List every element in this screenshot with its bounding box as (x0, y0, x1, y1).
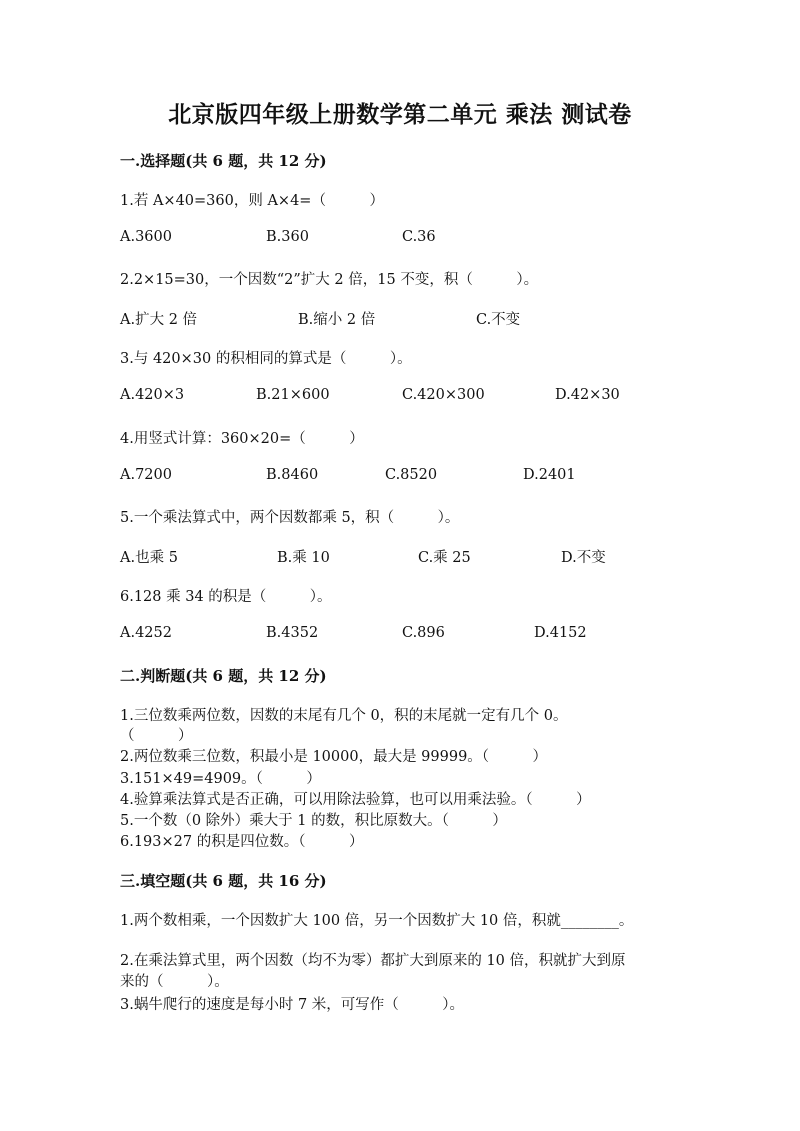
judgment-line: 2.两位数乘三位数，积最小是 10000，最大是 99999。（ ） (120, 749, 548, 765)
question-text: 2.2×15=30，一个因数“2”扩大 2 倍，15 不变，积（ ）。 (120, 272, 539, 288)
option-a: A.扩大 2 倍 (120, 312, 198, 328)
option-b: B.乘 10 (277, 550, 330, 566)
option-a: A.3600 (120, 229, 172, 245)
judgment-line: 5.一个数（0 除外）乘大于 1 的数，积比原数大。（ ） (120, 813, 507, 829)
option-c: C.8520 (385, 467, 438, 483)
option-d: D.4152 (534, 625, 587, 641)
option-b: B.4352 (266, 625, 319, 641)
option-b: B.8460 (266, 467, 319, 483)
question-text: 1.若 A×40=360，则 A×4=（ ） (120, 193, 384, 209)
option-b: B.360 (266, 229, 309, 245)
question-text: 5.一个乘法算式中，两个因数都乘 5，积（ ）。 (120, 510, 460, 526)
option-a: A.7200 (120, 467, 172, 483)
fill-line: 来的（ ）。 (120, 974, 229, 990)
option-d: D.不变 (561, 550, 606, 566)
fill-line: 3.蜗牛爬行的速度是每小时 7 米，可写作（ ）。 (120, 997, 465, 1013)
fill-line: 2.在乘法算式里，两个因数（均不为零）都扩大到原来的 10 倍，积就扩大到原 (120, 953, 626, 969)
option-d: D.42×30 (555, 387, 620, 403)
section-heading-fill: 三.填空题(共 6 题，共 16 分) (120, 872, 327, 890)
judgment-line: （ ） (120, 728, 193, 744)
option-c: C.896 (402, 625, 445, 641)
question-text: 4.用竖式计算：360×20=（ ） (120, 431, 364, 447)
option-a: A.420×3 (120, 387, 185, 403)
option-c: C.36 (402, 229, 436, 245)
option-c: C.乘 25 (418, 550, 471, 566)
option-b: B.缩小 2 倍 (298, 312, 376, 328)
option-c: C.不变 (476, 312, 521, 328)
fill-line: 1.两个数相乘，一个因数扩大 100 倍，另一个因数扩大 10 倍，积就________。 (120, 913, 634, 929)
option-d: D.2401 (523, 467, 576, 483)
judgment-line: 6.193×27 的积是四位数。（ ） (120, 834, 364, 850)
option-a: A.也乘 5 (120, 550, 178, 566)
section-heading-judgment: 二.判断题(共 6 题，共 12 分) (120, 667, 327, 685)
option-c: C.420×300 (402, 387, 485, 403)
judgment-line: 3.151×49=4909。（ ） (120, 771, 321, 787)
section-heading-choice: 一.选择题(共 6 题，共 12 分) (120, 152, 327, 170)
option-b: B.21×600 (256, 387, 330, 403)
judgment-line: 1.三位数乘两位数，因数的末尾有几个 0，积的末尾就一定有几个 0。 (120, 708, 568, 724)
question-text: 3.与 420×30 的积相同的算式是（ ）。 (120, 351, 412, 367)
question-text: 6.128 乘 34 的积是（ ）。 (120, 589, 332, 605)
judgment-line: 4.验算乘法算式是否正确，可以用除法验算，也可以用乘法验。（ ） (120, 792, 591, 808)
page-title: 北京版四年级上册数学第二单元 乘法 测试卷 (168, 101, 632, 128)
option-a: A.4252 (120, 625, 172, 641)
